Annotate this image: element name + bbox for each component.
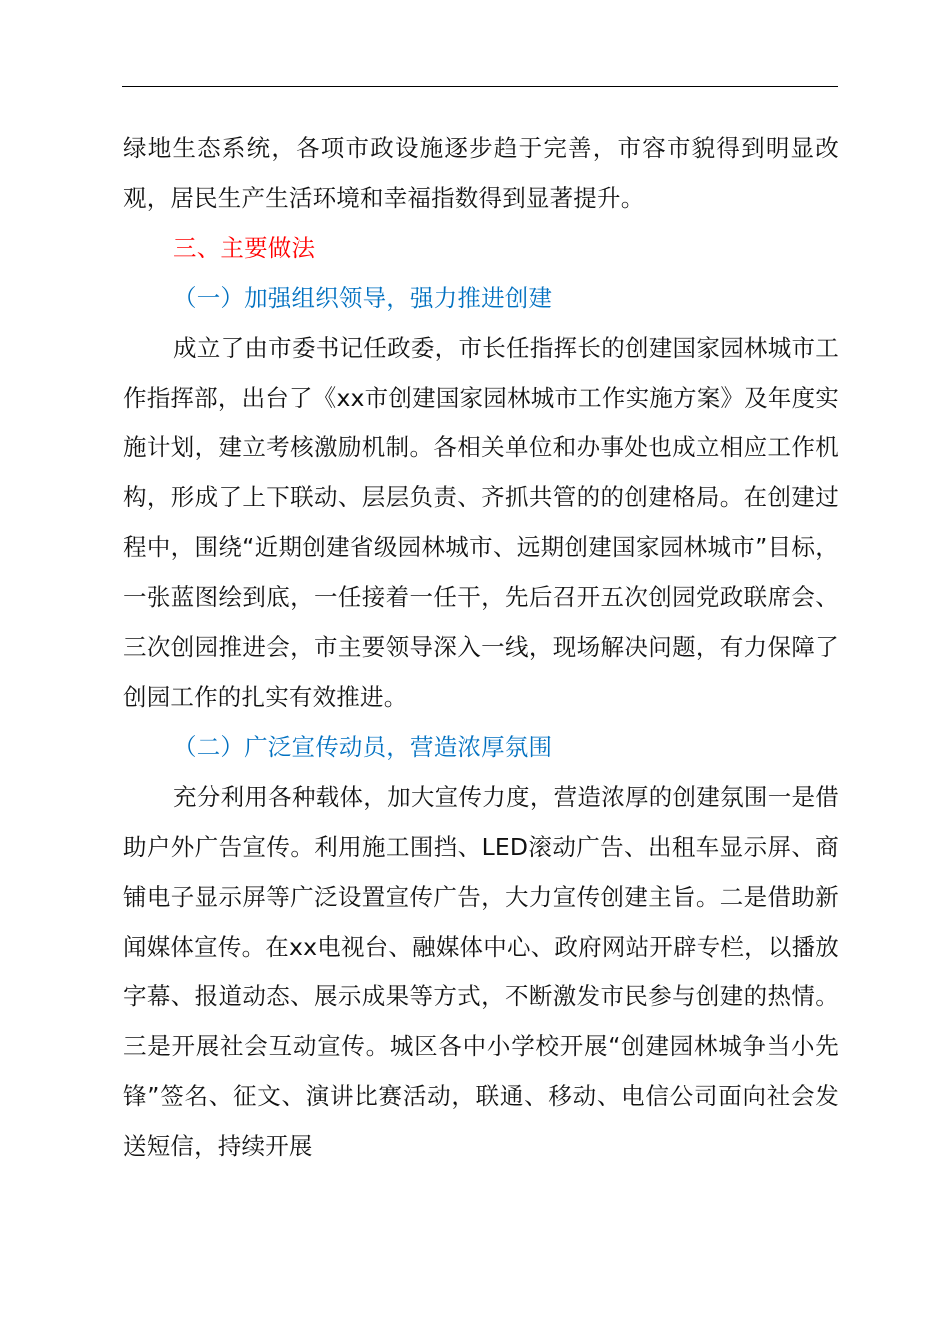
paragraph-greening-results: 绿地生态系统，各项市政设施逐步趋于完善，市容市貌得到明显改观，居民生产生活环境和幸福指数得到显著提升。 (123, 134, 839, 212)
subsection-heading-organization: （一）加强组织领导，强力推进创建 (173, 283, 553, 312)
paragraph-organization: 成立了由市委书记任政委，市长任指挥长的创建国家园林城市工作指挥部，出台了《xx市创建国家园林城市工作实施方案》及年度实施计划，建立考核激励机制。各相关单位和办事处也成立相应工作机构，形成了上下联动、层层负责、齐抓共管的的创建格局。在创建过程中，围绕“近期创建省级园林城市、远期创建国家园林城市”目标，一张蓝图绘到底，一任接着一任干，先后召开五次创园党政联席会、三次创园推进会，市主要领导深入一线，现场解决问题，有力保障了创园工作的扎实有效推进。 (123, 333, 839, 711)
header-rule (122, 86, 838, 87)
paragraph-publicity: 充分利用各种载体，加大宣传力度，营造浓厚的创建氛围一是借助户外广告宣传。利用施工围挡、LED滚动广告、出租车显示屏、商铺电子显示屏等广泛设置宣传广告，大力宣传创建主旨。二是借助新闻媒体宣传。在xx电视台、融媒体中心、政府网站开辟专栏，以播放字幕、报道动态、展示成果等方式，不断激发市民参与创建的热情。三是开展社会互动宣传。城区各中小学校开展“创建园林城争当小先锋”签名、征文、演讲比赛活动，联通、移动、电信公司面向社会发送短信，持续开展 (123, 782, 839, 1161)
section-heading-main-practices: 三、主要做法 (173, 233, 316, 262)
subsection-heading-publicity: （二）广泛宣传动员，营造浓厚氛围 (173, 732, 553, 761)
document-body (123, 124, 839, 1172)
